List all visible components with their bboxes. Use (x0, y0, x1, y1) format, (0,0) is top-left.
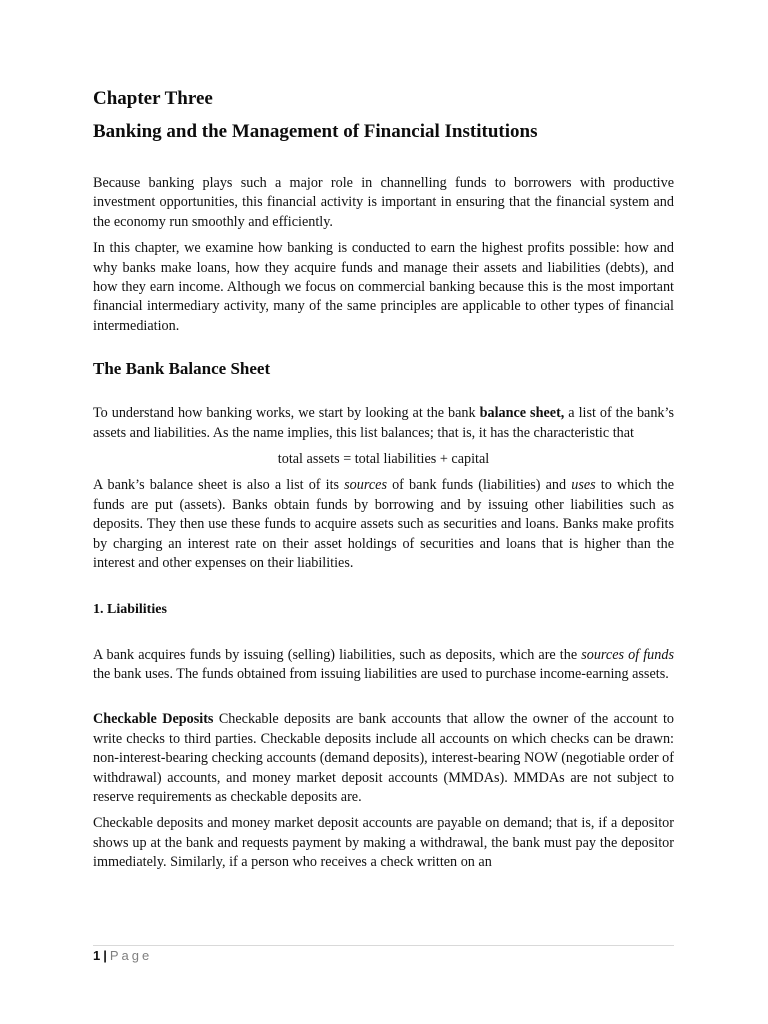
balance-sheet-heading: The Bank Balance Sheet (93, 359, 271, 379)
chapter-subtitle: Banking and the Management of Financial Institutions (93, 121, 538, 142)
text-run: to which the funds are put (assets). Banks obtain funds by borrowing and by issuing other liabilities such as deposits. They then use these funds to acquire assets such as securities and loans. Banks make profits by charging an interest rate on their asset holdings of securities and loans that is higher than the interest and other expenses on their liabilities. (93, 477, 674, 572)
balance-equation: total assets = total liabilities + capital (277, 451, 490, 468)
balance-sheet-paragraph-1 (93, 404, 674, 443)
intro-paragraph-2: In this chapter, we examine how banking is conducted to earn the highest profits possible: how and why banks make loans, how they acquire funds and manage their assets and liabilities (debts), and how they earn income. Although we focus on commercial banking because this is the most important financial intermediary activity, many of the same principles are applicable to other types of financial intermediation. (93, 240, 674, 334)
liabilities-paragraph-3: Checkable deposits and money market deposit accounts are payable on demand; that is, if a depositor shows up at the bank and requests payment by making a withdrawal, the bank must pay the depositor immediately. Similarly, if a person who receives a check written on an (93, 815, 674, 871)
footer-divider (93, 945, 674, 946)
text-run: To understand how banking works, we start by looking at the bank (93, 405, 480, 422)
text-run: the bank uses. The funds obtained from issuing liabilities are used to purchase income-earning assets. (93, 665, 669, 682)
liabilities-paragraph-1 (93, 646, 674, 685)
balance-sheet-paragraph-2 (93, 476, 674, 573)
text-run: a list of the bank’s assets and liabilities. As the name implies, this list balances; that is, it has the characteristic that (93, 405, 674, 441)
text-run: Checkable deposits are bank accounts that allow the owner of the account to write checks to third parties. Checkable deposits include all accounts on which checks can be drawn: non-interest-bearing checking accounts (demand deposits), interest-bearing NOW (negotiable order of withdrawal) accounts, and money market deposit accounts (MMDAs). MMDAs are not subject to reserve requirements as checkable deposits are. (93, 711, 674, 805)
footer-separator: | (103, 948, 107, 963)
page-footer (93, 947, 152, 965)
emphasis-uses: uses (571, 477, 596, 494)
emphasis-sources-of-funds: sources of funds (581, 646, 674, 663)
liabilities-heading: 1. Liabilities (93, 601, 167, 617)
text-run: A bank’s balance sheet is also a list of its (93, 477, 345, 494)
page-label: Page (109, 948, 153, 963)
text-run: A bank acquires funds by issuing (selling) liabilities, such as deposits, which are the (93, 646, 582, 663)
emphasis-sources: sources (344, 477, 387, 494)
document-page (93, 86, 674, 873)
page-number: 1 (93, 948, 101, 963)
intro-paragraph-1: Because banking plays such a major role in channelling funds to borrowers with productive investment opportunities, this financial activity is important in ensuring that the financial system and the economy run smoothly and efficiently. (93, 175, 674, 230)
term-balance-sheet: balance sheet, (479, 405, 565, 422)
checkable-deposits-paragraph (93, 710, 674, 807)
text-run: of bank funds (liabilities) and (386, 477, 572, 494)
chapter-title: Chapter Three (93, 88, 213, 109)
term-checkable-deposits: Checkable Deposits (93, 711, 214, 728)
